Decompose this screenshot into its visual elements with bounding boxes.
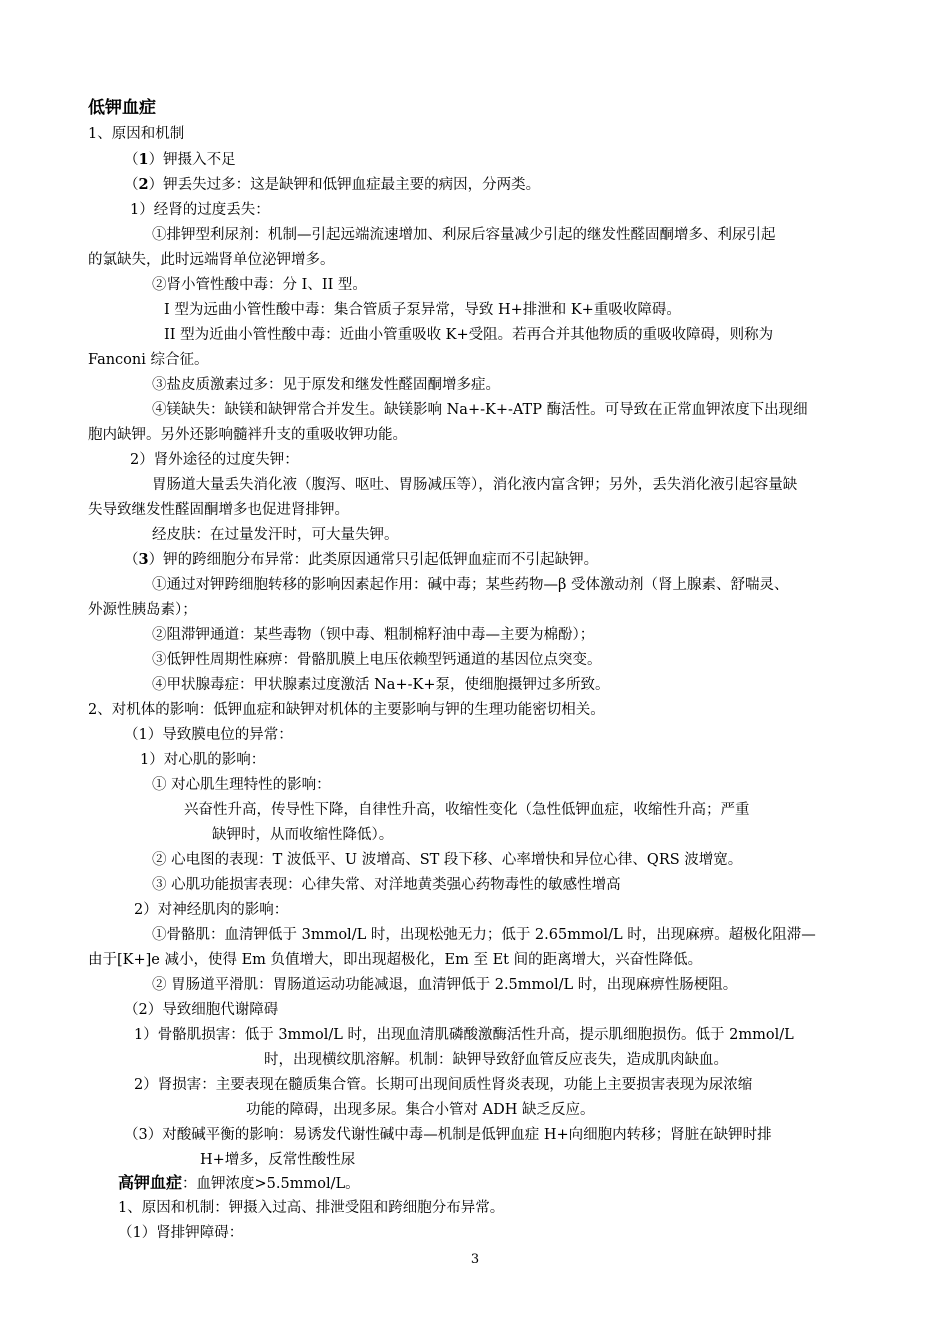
section-1-heading: 1、原因和机制	[88, 126, 185, 142]
paragraph-skin-loss: 经皮肤：在过量发汗时，可大量失钾。	[152, 527, 399, 543]
paragraph-smooth-muscle: ② 胃肠道平滑肌：胃肠道运动功能减退，血清钾低于 2.5mmol/L 时，出现麻痹性肠梗阻。	[152, 977, 738, 993]
paragraph-thyrotoxicosis: ④甲状腺毒症：甲状腺素过度激活 Na+-K+泵，使细胞摄钾过多所致。	[152, 677, 610, 693]
paragraph-skeletal-line1: ①骨骼肌：血清钾低于 3mmol/L 时，出现松弛无力；低于 2.65mmol/L 时，出现麻痹。超极化阻滞—	[152, 927, 816, 943]
heading-hyperkalemia	[118, 1173, 360, 1194]
paragraph-excitability-line2: 缺钾时，从而收缩性降低）。	[212, 827, 394, 843]
paragraph-diuretics-line1: ①排钾型利尿剂：机制—引起远端流速增加、利尿后容量减少引起的继发性醛固酮增多、利尿引起	[152, 227, 776, 243]
heading-hypokalemia: 低钾血症	[88, 98, 156, 118]
paragraph-periodic-paralysis: ③低钾性周期性麻痹：骨骼肌膜上电压依赖型钙通道的基因位点突变。	[152, 652, 602, 668]
subitem-renal-loss: 1）经肾的过度丢失：	[130, 202, 270, 218]
paragraph-magnesium-line2: 胞内缺钾。另外还影响髓袢升支的重吸收钾功能。	[88, 427, 407, 443]
paragraph-rta-type2-line1: II 型为近曲小管性酸中毒：近曲小管重吸收 K+受阻。若再合并其他物质的重吸收障碍，则称为	[164, 327, 774, 343]
hyperkalemia-section-1: 1、原因和机制：钾摄入过高、排泄受阻和跨细胞分布异常。	[118, 1200, 505, 1216]
paragraph-transcellular-line2: 外源性胰岛素）；	[88, 602, 197, 618]
paren-open: （	[124, 152, 139, 168]
paren-open: （	[124, 177, 139, 193]
item-number: 3	[138, 551, 149, 568]
hyperkalemia-title: 高钾血症	[118, 1173, 183, 1192]
subitem-cardiac: 1）对心肌的影响：	[140, 752, 266, 768]
item-text: ）钾的跨细胞分布异常：此类原因通常只引起低钾血症而不引起缺钾。	[148, 552, 599, 568]
paragraph-muscle-damage-line1: 1）骨骼肌损害：低于 3mmol/L 时，出现血清肌磷酸激酶活性升高，提示肌细胞损伤。低于 2mmol/L	[134, 1027, 794, 1043]
paragraph-skeletal-line2: 由于[K+]e 减小，使得 Em 负值增大，即出现超极化，Em 至 Et 间的距离增大，兴奋性降低。	[88, 952, 703, 968]
paragraph-gi-loss-line1: 胃肠道大量丢失消化液（腹泻、呕吐、胃肠减压等），消化液内富含钾；另外，丢失消化液引起容量缺	[152, 477, 798, 493]
hyperkalemia-definition: ：血钾浓度>5.5mmol/L。	[182, 1176, 360, 1192]
paragraph-muscle-damage-line2: 时，出现横纹肌溶解。机制：缺钾导致舒血管反应丧失，造成肌肉缺血。	[264, 1052, 728, 1068]
paragraph-magnesium-line1: ④镁缺失：缺镁和缺钾常合并发生。缺镁影响 Na+-K+-ATP 酶活性。可导致在正常血钾浓度下出现细	[152, 402, 808, 418]
item-2-1: （1）导致膜电位的异常：	[124, 727, 293, 743]
paragraph-ecg: ② 心电图的表现：T 波低平、U 波增高、ST 段下移、心率增快和异位心律、QRS 波增宽。	[152, 852, 743, 868]
paragraph-renal-damage-line2: 功能的障碍，出现多尿。集合小管对 ADH 缺乏反应。	[246, 1102, 595, 1118]
subitem-extrarenal-loss: 2）肾外途径的过度失钾：	[130, 452, 299, 468]
item-1-3	[124, 550, 598, 570]
item-1-1	[124, 150, 236, 170]
paragraph-cardiac-properties: ① 对心肌生理特性的影响：	[152, 777, 331, 793]
paren-open: （	[124, 552, 139, 568]
item-2-2: （2）导致细胞代谢障碍	[124, 1002, 279, 1018]
paragraph-rta-type1: I 型为远曲小管性酸中毒：集合管质子泵异常，导致 H+排泄和 K+重吸收障碍。	[164, 302, 681, 318]
subitem-neuromuscular: 2）对神经肌肉的影响：	[134, 902, 289, 918]
paragraph-acid-base-line1: （3）对酸碱平衡的影响：易诱发代谢性碱中毒—机制是低钾血症 H+向细胞内转移；肾脏在缺钾时排	[124, 1127, 772, 1143]
item-number: 2	[138, 176, 149, 193]
item-text: ）钾丢失过多：这是缺钾和低钾血症最主要的病因，分两类。	[148, 177, 541, 193]
item-number: 1	[138, 151, 149, 168]
paragraph-cardiac-damage: ③ 心肌功能损害表现：心律失常、对洋地黄类强心药物毒性的敏感性增高	[152, 877, 621, 893]
paragraph-mineralocorticoid: ③盐皮质激素过多：见于原发和继发性醛固酮增多症。	[152, 377, 500, 393]
paragraph-rta: ②肾小管性酸中毒：分 I、II 型。	[152, 277, 367, 293]
item-text: ）钾摄入不足	[148, 152, 236, 168]
section-2-heading: 2、对机体的影响：低钾血症和缺钾对机体的主要影响与钾的生理功能密切相关。	[88, 702, 605, 718]
paragraph-acid-base-line2: H+增多，反常性酸性尿	[200, 1152, 356, 1168]
page-number: 3	[470, 1252, 480, 1267]
paragraph-renal-damage-line1: 2）肾损害：主要表现在髓质集合管。长期可出现间质性肾炎表现，功能上主要损害表现为尿浓缩	[134, 1077, 753, 1093]
item-1-2	[124, 175, 540, 195]
paragraph-diuretics-line2: 的氯缺失，此时远端肾单位泌钾增多。	[88, 252, 335, 268]
hyperkalemia-item-1: （1）肾排钾障碍：	[118, 1225, 244, 1241]
paragraph-transcellular-line1: ①通过对钾跨细胞转移的影响因素起作用：碱中毒；某些药物—β 受体激动剂（肾上腺素、舒喘灵、	[152, 577, 789, 593]
paragraph-rta-type2-line2: Fanconi 综合征。	[88, 352, 209, 368]
paragraph-gi-loss-line2: 失导致继发性醛固酮增多也促进肾排钾。	[88, 502, 349, 518]
paragraph-excitability-line1: 兴奋性升高，传导性下降，自律性升高，收缩性变化（急性低钾血症，收缩性升高；严重	[184, 802, 750, 818]
paragraph-channel-block: ②阻滞钾通道：某些毒物（钡中毒、粗制棉籽油中毒—主要为棉酚）；	[152, 627, 595, 643]
